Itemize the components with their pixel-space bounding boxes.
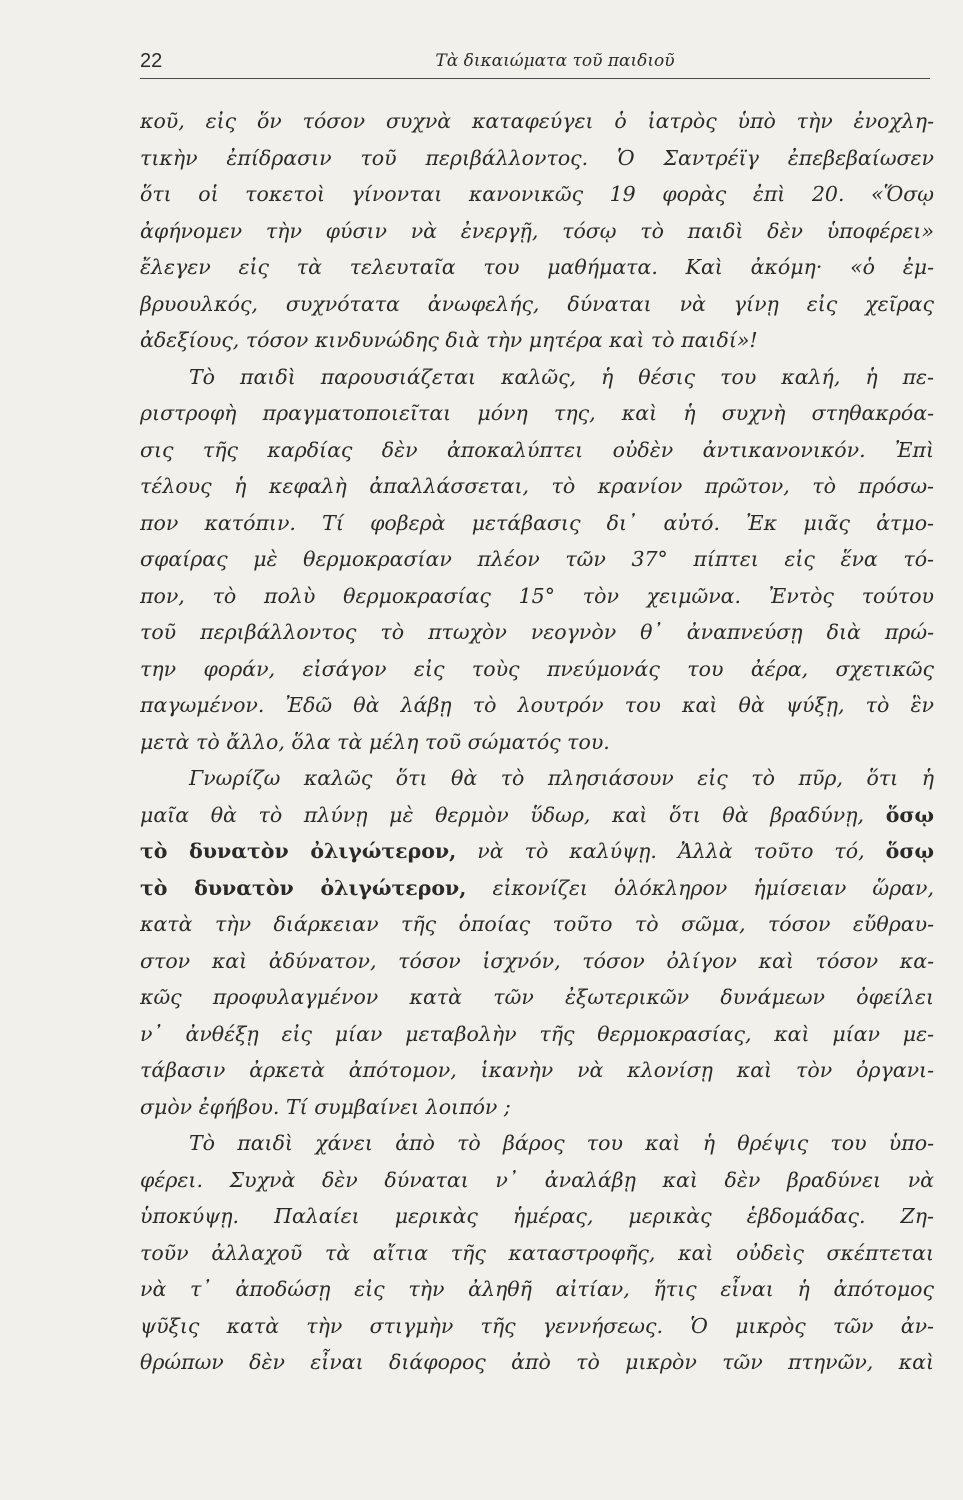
- text-fragment: νὰ τὸ καλύψῃ. Ἀλλὰ τοῦτο τό,: [477, 839, 865, 863]
- bold-phrase: τὸ δυνατὸν ὀλιγώτερον,: [140, 839, 457, 863]
- text-line: ψῦξις κατὰ τὴν στιγμὴν τῆς γεννήσεως. Ὁ μικρὸς τῶν ἀν-: [140, 1313, 934, 1338]
- text-line: θρώπων δὲν εἶναι διάφορος ἀπὸ τὸ μικρὸν τῶν πτηνῶν, καὶ: [140, 1350, 934, 1374]
- text-line: παγωμένον. Ἐδῶ θὰ λάβῃ τὸ λουτρόν του καὶ θὰ ψύξῃ, τὸ ἓν: [140, 693, 934, 717]
- page-header: [140, 48, 930, 79]
- text-line: Τὸ παιδὶ χάνει ἀπὸ τὸ βάρος του καὶ ἡ θρέψις του ὑπο-: [189, 1131, 934, 1155]
- text-line: [140, 833, 934, 870]
- text-line: Γνωρίζω καλῶς ὅτι θὰ τὸ πλησιάσουν εἰς τὸ πῦρ, ὅτι ἡ: [189, 766, 934, 790]
- text-fragment: εἰκονίζει ὁλόκληρον ἡμίσειαν ὥραν,: [492, 875, 934, 900]
- text-line: [140, 797, 934, 834]
- text-line: φέρει. Συχνὰ δὲν δύναται ν᾽ ἀναλάβῃ καὶ δὲν βραδύνει νὰ: [140, 1167, 934, 1192]
- text-line: ἀφήνομεν τὴν φύσιν νὰ ἐνεργῇ, τόσῳ τὸ παιδὶ δὲν ὑποφέρει»: [140, 218, 934, 243]
- text-line: τέλους ἡ κεφαλὴ ἀπαλλάσσεται, τὸ κρανίον πρῶτον, τὸ πρόσω-: [140, 474, 934, 498]
- text-line: τικὴν ἐπίδρασιν τοῦ περιβάλλοντος. Ὁ Σαντρέϊγ ἐπεβεβαίωσεν: [140, 145, 934, 170]
- text-line: ὅτι οἱ τοκετοὶ γίνονται κανονικῶς 19 φορὰς ἐπὶ 20. «Ὅσῳ: [140, 182, 934, 206]
- text-line: ριστροφὴ πραγματοποιεῖται μόνη της, καὶ ἡ συχνὴ στηθακρόα-: [140, 401, 934, 425]
- bold-phrase: ὅσῳ: [885, 802, 934, 827]
- bold-phrase: ὅσῳ: [885, 839, 934, 863]
- text-line: σις τῆς καρδίας δὲν ἀποκαλύπτει οὐδὲν ἀντικανονικόν. Ἐπὶ: [140, 437, 934, 462]
- text-line: ἀδεξίους, τόσον κινδυνώδης διὰ τὴν μητέρα καὶ τὸ παιδί»!: [140, 328, 758, 352]
- text-line: τοῦν ἀλλαχοῦ τὰ αἴτια τῆς καταστροφῆς, καὶ οὐδεὶς σκέπτεται: [140, 1240, 934, 1265]
- text-line: πον κατόπιν. Τί φοβερὰ μετάβασις δι᾽ αὐτό. Ἐκ μιᾶς ἀτμο-: [140, 510, 934, 535]
- text-line: στον καὶ ἀδύνατον, τόσον ἰσχνόν, τόσον ὀλίγον καὶ τόσον κα-: [140, 948, 934, 973]
- text-line: κοῦ, εἰς ὅν τόσον συχνὰ καταφεύγει ὁ ἰατρὸς ὑπὸ τὴν ἐνοχλη-: [140, 109, 934, 133]
- text-line: σμὸν ἐφήβου. Τί συμβαίνει λοιπόν ;: [140, 1094, 511, 1119]
- text-line: κατὰ τὴν διάρκειαν τῆς ὁποίας τοῦτο τὸ σῶμα, τόσον εὔθραυ-: [140, 912, 934, 936]
- text-line: βρυουλκός, συχνότατα ἀνωφελής, δύναται νὰ γίνῃ εἰς χεῖρας: [140, 291, 934, 316]
- text-line: ἔλεγεν εἰς τὰ τελευταῖα του μαθήματα. Καὶ ἀκόμη· «ὁ ἐμ-: [140, 255, 934, 279]
- text-line: σφαίρας μὲ θερμοκρασίαν πλέον τῶν 37° πίπτει εἰς ἕνα τό-: [140, 547, 934, 571]
- text-line: [140, 870, 934, 907]
- text-line: νὰ τ᾽ ἀποδώσῃ εἰς τὴν ἀληθῆ αἰτίαν, ἥτις εἶναι ἡ ἀπότομος: [140, 1277, 934, 1301]
- running-title: Τὰ δικαιώματα τοῦ παιδιοῦ: [435, 51, 675, 71]
- text-line: πον, τὸ πολὺ θερμοκρασίας 15° τὸν χειμῶνα. Ἐντὸς τούτου: [140, 583, 934, 608]
- page-number: 22: [140, 50, 163, 72]
- text-line: ν᾽ ἀνθέξῃ εἰς μίαν μεταβολὴν τῆς θερμοκρασίας, καὶ μίαν με-: [140, 1021, 934, 1046]
- text-line: μετὰ τὸ ἄλλο, ὅλα τὰ μέλη τοῦ σώματός του.: [140, 729, 610, 754]
- text-line: ὑποκύψῃ. Παλαίει μερικὰς ἡμέρας, μερικὰς ἑβδομάδας. Ζη-: [140, 1204, 934, 1228]
- text-fragment: μαῖα θὰ τὸ πλύνῃ μὲ θερμὸν ὕδωρ, καὶ ὅτι θὰ βραδύνῃ,: [140, 802, 865, 827]
- text-line: κῶς προφυλαγμένον κατὰ τῶν ἐξωτερικῶν δυνάμεων ὀφείλει: [140, 985, 934, 1009]
- text-line: Τὸ παιδὶ παρουσιάζεται καλῶς, ἡ θέσις του καλή, ἡ πε-: [189, 364, 934, 389]
- text-line: τάβασιν ἀρκετὰ ἀπότομον, ἱκανὴν νὰ κλονίσῃ καὶ τὸν ὀργανι-: [140, 1058, 934, 1082]
- text-line: τοῦ περιβάλλοντος τὸ πτωχὸν νεογνὸν θ᾽ ἀναπνεύσῃ διὰ πρώ-: [140, 620, 934, 644]
- body-text: [140, 103, 934, 1381]
- text-line: την φοράν, εἰσάγον εἰς τοὺς πνεύμονάς του ἀέρα, σχετικῶς: [140, 656, 934, 681]
- bold-phrase: τὸ δυνατὸν ὀλιγώτερον,: [140, 875, 467, 900]
